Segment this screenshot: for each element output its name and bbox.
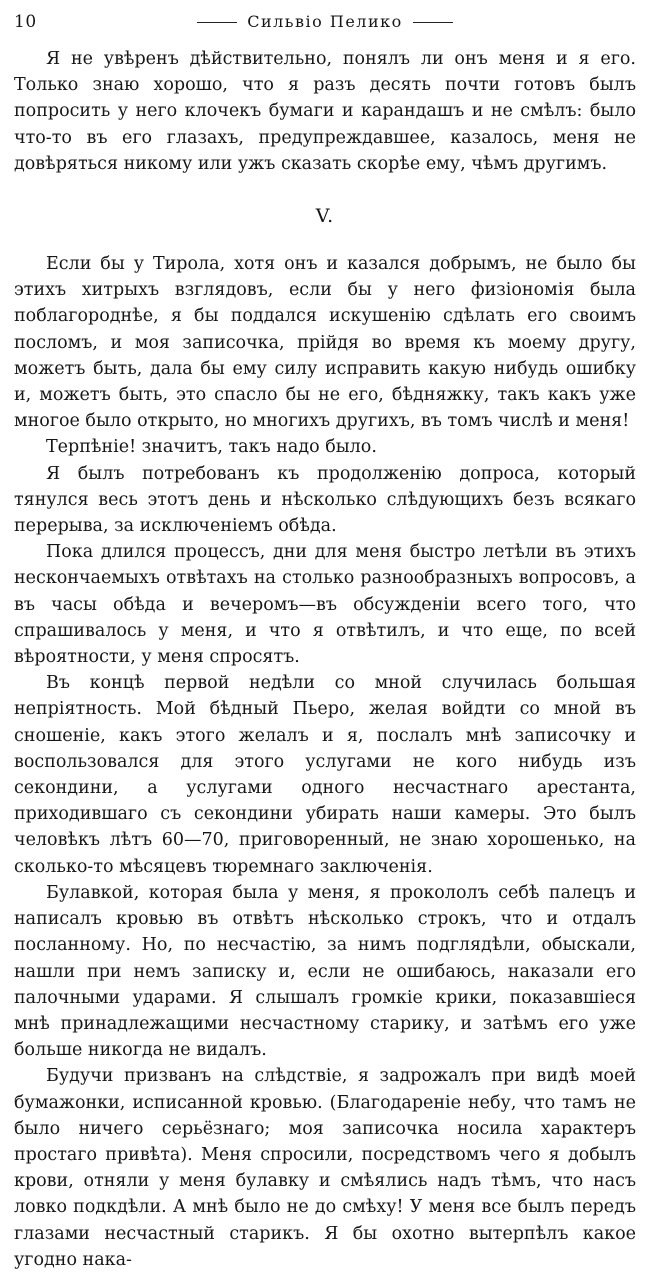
page-number: 10 bbox=[14, 12, 37, 32]
running-title: Сильвіо Пелико bbox=[247, 12, 403, 31]
paragraph-opening: Я не увѣренъ дѣйствительно, понялъ ли онъ меня и я его. Только знаю хорошо, что я разъ десять почти готовъ былъ попросить у него клочекъ бумаги и карандашъ и не смѣлъ: было что-то въ его глазахъ, предупреждавшее, казалось, меня не довѣряться никому или ужъ сказать скорѣе ему, чѣмъ другимъ. bbox=[14, 49, 636, 174]
paragraph: Пока длился процессъ, дни для меня быстро летѣли въ этихъ нескончаемыхъ отвѣтахъ на столько разнообразныхъ вопросовъ, а въ часы обѣда и вечеромъ—въ обсужденіи всего того, что спрашивалось у меня, и что я отвѣтилъ, и что еще, по всей вѣроятности, у меня спросятъ. bbox=[14, 542, 636, 668]
paragraph: Если бы у Тирола, хотя онъ и казался добрымъ, не было бы этихъ хитрыхъ взглядовъ, если бы у него физіономія была поблагороднѣе, я бы поддался искушенію сдѣлать его своимъ посломъ, и моя записочка, прійдя во время къ моему другу, можетъ быть, дала бы ему силу исправить какую нибудь ошибку и, можетъ быть, это спасло бы не его, бѣдняжку, такъ какъ уже многое было открыто, но многихъ другихъ, въ томъ числѣ и меня! bbox=[14, 254, 636, 432]
header-rule-right bbox=[413, 22, 453, 23]
paragraph: Въ концѣ первой недѣли со мной случилась большая непріятность. Мой бѣдный Пьеро, желая войдти со мной въ сношеніе, какъ этого желалъ и я, послалъ мнѣ записочку и воспользовался для этого услугами не кого нибудь изъ секондини, а услугами одного несчастнаго арестанта, приходившаго съ секондини убирать наши камеры. Это былъ человѣкъ лѣтъ 60—70, приговоренный, не знаю хорошенько, на сколько-то мѣсяцевъ тюремнаго заключенія. bbox=[14, 673, 636, 877]
chapter-heading: V. bbox=[315, 205, 335, 228]
paragraph: Терпѣніе! значитъ, такъ надо было. bbox=[46, 437, 377, 458]
header-rule-left bbox=[197, 22, 237, 23]
page-header bbox=[14, 12, 636, 36]
running-head bbox=[14, 12, 636, 31]
paragraph: Будучи призванъ на слѣдствіе, я задрожалъ при видѣ моей бумажонки, исписанной кровью. (Благодареніе небу, что тамъ не было ничего серьёзнаго; моя записочка носила характеръ простаго привѣта). Меня спросили, посредствомъ чего я добылъ крови, отняли у меня булавку и смѣялись надъ тѣмъ, что насъ ловко подкдѣли. А мнѣ было не до смѣху! У меня все былъ передъ глазами несчастный старикъ. Я бы охотно вытерпѣлъ какое угодно нака- bbox=[14, 1066, 636, 1270]
paragraph: Булавкой, которая была у меня, я прокололъ себѣ палецъ и написалъ кровью въ отвѣтъ нѣсколько строкъ, что и отдалъ посланному. Но, по несчастію, за нимъ подглядѣли, обыскали, нашли при немъ записку и, если не ошибаюсь, наказали его палочными ударами. Я слышалъ громкіе крики, показавшіеся мнѣ принадлежащими несчастному старику, и затѣмъ его уже больше никогда не видалъ. bbox=[14, 882, 636, 1061]
paragraph: Я былъ потребованъ къ продолженію допроса, который тянулся весь этотъ день и нѣсколько слѣдующихъ безъ всякаго перерыва, за исключеніемъ обѣда. bbox=[14, 463, 636, 537]
page-body bbox=[14, 46, 636, 1273]
